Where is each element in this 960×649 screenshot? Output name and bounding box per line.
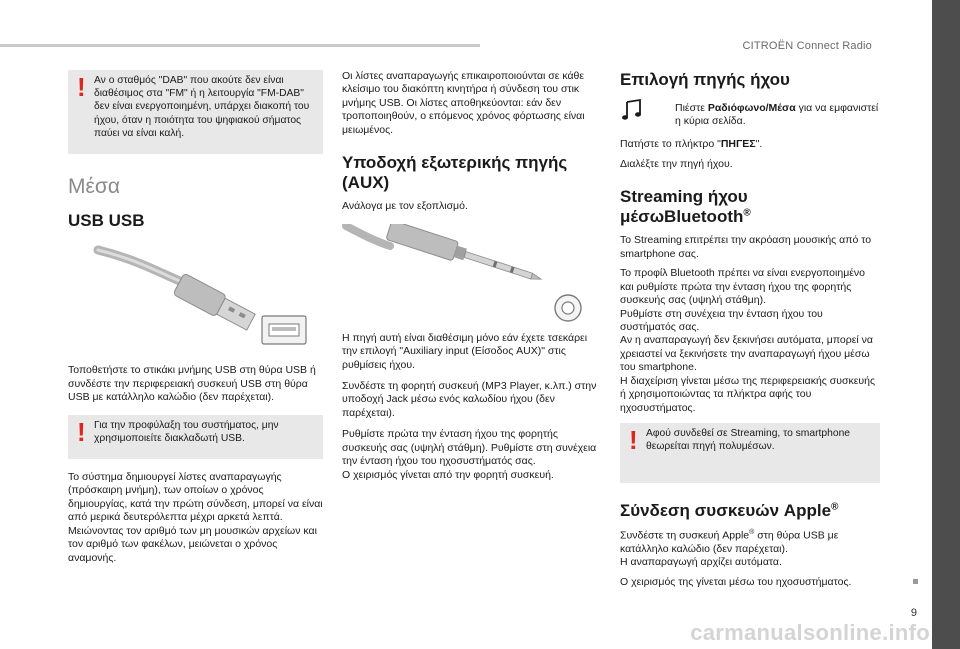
column-1 xyxy=(68,70,323,571)
column-3 xyxy=(620,70,880,595)
usb-heading: USB USB xyxy=(68,210,145,230)
watermark: carmanualsonline.info xyxy=(690,620,930,645)
bluetooth-paragraph-1: Το Streaming επιτρέπει την ακρόαση μουσικής από το smartphone σας. xyxy=(620,234,872,260)
bluetooth-paragraph-2: Το προφίλ Bluetooth πρέπει να είναι ενεργοποιημένο και ρυθμίστε πρώτα την ένταση ήχου της φορητής συσκευής σας (υψηλή στάθμη). Ρυθμίστε στη συνέχεια την ένταση ήχου του συστήματός σας. Αν η αναπαραγωγή δεν ξεκινήσει αυτόματα, μπορεί να χρειαστεί να ξεκινήσετε την αναπαραγωγή ήχου μέσω του smartphone. Η διαχείριση γίνεται μέσω της περιφερειακής συσκευής ή χρησιμοποιώντας τα πλήκτρα αφής του ηχοσυστήματος. xyxy=(620,267,876,414)
usb-paragraph-2: Το σύστημα δημιουργεί λίστες αναπαραγωγής (πρόσκαιρη μνήμη), των οποίων ο χρόνος δημιουργίας, κατά την πρώτη σύνδεση, μπορεί να είναι από μερικά δευτερόλεπτα μέχρι αρκετά λεπτά. Μειώνοντας τον αριθμό των μη μουσικών αρχείων και τον αριθμό των φακέλων, μειώνεται ο χρόνος αναμονής. xyxy=(68,470,323,564)
warning-note-usb-hub xyxy=(68,415,323,459)
note-text: Αφού συνδεθεί σε Streaming, το smartphone θεωρείται πηγή πολυμέσων. xyxy=(646,428,851,453)
sources-key-label: ΠΗΓΕΣ xyxy=(720,138,756,151)
jack-plug-illustration xyxy=(342,224,592,324)
aux-paragraph-3: Συνδέστε τη φορητή συσκευή (MP3 Player, κ.λπ.) στην υποδοχή Jack μέσω ενός καλωδίου ήχου (δεν παρέχεται). xyxy=(342,380,597,419)
note-text: Για την προφύλαξη του συστήματος, μην χρησιμοποιείτε διακλαδωτή USB. xyxy=(94,419,279,444)
warning-icon: ! xyxy=(629,425,638,456)
warning-icon: ! xyxy=(77,416,86,447)
aux-paragraph-4: Ρυθμίστε πρώτα την ένταση ήχου της φορητής συσκευής σας (υψηλή στάθμη). Ρυθμίστε στη συνέχεια την ένταση ήχου του ηχοσυστήματός σας. Ο χειρισμός γίνεται από την φορητή συσκευή. xyxy=(342,428,597,481)
radio-media-label: Ραδιόφωνο/Μέσα xyxy=(707,101,796,114)
usb-plug-illustration xyxy=(78,242,308,350)
aux-paragraph-1: Ανάλογα με τον εξοπλισμό. xyxy=(342,200,468,213)
side-bar xyxy=(932,0,960,649)
radio-media-text: Πιέστε Ραδιόφωνο/Μέσα για να εμφανιστεί η κύρια σελίδα. xyxy=(675,101,879,127)
sources-key-paragraph: Πατήστε το πλήκτρο "ΠΗΓΕΣ". xyxy=(620,138,763,151)
page-number: 9 xyxy=(910,607,917,619)
column-2 xyxy=(342,70,597,488)
header-title: CITROËN Connect Radio xyxy=(742,40,872,52)
aux-paragraph-2: Η πηγή αυτή είναι διαθέσιμη μόνο εάν έχετε τσεκάρει την επιλογή "Auxiliary input (Είσοδος AUX)" στις ρυθμίσεις ήχου. xyxy=(342,331,588,371)
apple-heading: Σύνδεση συσκευών Apple® xyxy=(620,501,839,521)
apple-paragraph-2: Ο χειρισμός της γίνεται μέσω του ηχοσυστήματος. xyxy=(620,575,852,588)
note-text: Αν ο σταθμός "DAB" που ακούτε δεν είναι διαθέσιμος στα "FM" ή η λειτουργία "FM-DAB" δεν είναι ενεργοποιημένη, υπάρχει διακοπή του ήχου, όταν η ποιότητα του ψηφιακού σήματος παύει να είναι καλή. xyxy=(94,75,310,139)
usb-paragraph-1: Τοποθετήστε το στικάκι μνήμης USB στη θύρα USB ή συνδέστε την περιφερειακή συσκευή USB στη θύρα USB με κατάλληλο καλώδιο (δεν παρέχεται). xyxy=(68,364,316,404)
media-heading: Μέσα xyxy=(68,174,120,198)
chapter-marker xyxy=(913,579,918,584)
apple-paragraph-1: Συνδέστε τη συσκευή Apple® στη θύρα USB με κατάλληλο καλώδιο (δεν παρέχεται). Η αναπαραγωγή αρχίζει αυτόματα. xyxy=(620,528,839,569)
music-note-icon xyxy=(620,98,675,126)
warning-icon: ! xyxy=(77,72,86,102)
radio-media-instruction xyxy=(620,98,880,129)
streaming-note xyxy=(620,423,880,483)
playlists-paragraph: Οι λίστες αναπαραγωγής επικαιροποιούνται σε κάθε κλείσιμο του διακόπτη κινητήρα ή σύνδεση του στικ μνήμης USB. Οι λίστες αποθηκεύονται: εάν δεν τροποποιηθούν, ο επόμενος χρόνος φόρτωσης είναι μειωμένος. xyxy=(342,70,585,136)
choose-source-paragraph: Διαλέξτε την πηγή ήχου. xyxy=(620,157,733,170)
aux-heading: Υποδοχή εξωτερικής πηγής (AUX) xyxy=(342,153,568,192)
warning-note-dab xyxy=(68,70,323,154)
header-rule xyxy=(0,44,480,47)
source-heading: Επιλογή πηγής ήχου xyxy=(620,70,790,89)
bluetooth-heading: Streaming ήχου μέσωBluetooth® xyxy=(620,187,751,226)
